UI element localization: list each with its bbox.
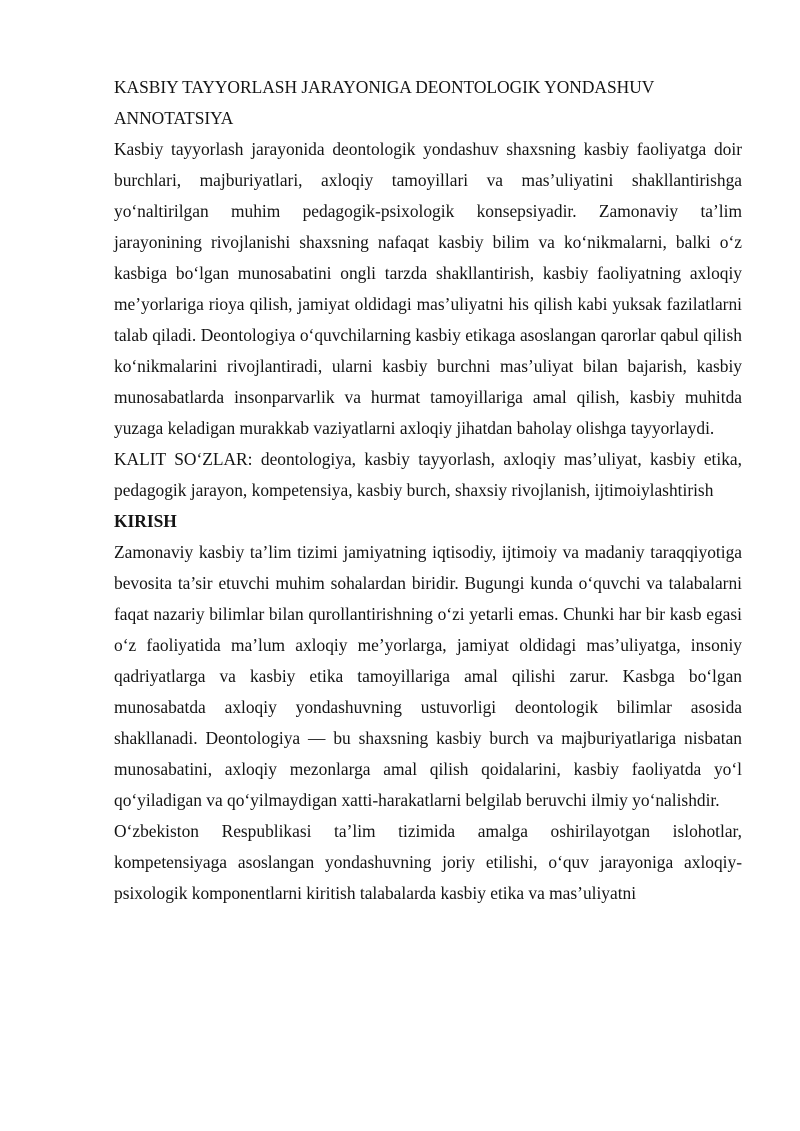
intro-heading: KIRISH [114,511,177,531]
document-title: KASBIY TAYYORLASH JARAYONIGA DEONTOLOGIK YONDASHUV [114,77,655,97]
intro-paragraph-1: Zamonaviy kasbiy ta’lim tizimi jamiyatning iqtisodiy, ijtimoiy va madaniy taraqqiyotiga bevosita ta’sir etuvchi muhim sohalardan biridir. Bugungi kunda o‘quvchi va talabalarni faqat nazariy bilimlar bilan qurollantirishning o‘zi yetarli emas. Chunki har bir kasb egasi o‘z faoliyatida ma’lum axloqiy me’yorlarga, jamiyat oldidagi mas’uliyatga, insoniy qadriyatlarga va kasbiy etika tamoyillariga amal qilishi zarur. Kasbga bo‘lgan munosabatda axloqiy yondashuvning ustuvorligi deontologik bilimlar asosida shakllanadi. Deontologiya — bu shaxsning kasbiy burch va majburiyatlariga nisbatan munosabatini, axloqiy mezonlarga amal qilish qoidalarini, kasbiy faoliyatda yo‘l qo‘yiladigan va qo‘yilmaydigan xatti-harakatlarni belgilab beruvchi ilmiy yo‘nalishdir. [114,542,742,810]
annotation-paragraph: Kasbiy tayyorlash jarayonida deontologik yondashuv shaxsning kasbiy faoliyatga doir burchlari, majburiyatlari, axloqiy tamoyillari va mas’uliyatini shakllantirishga yo‘naltirilgan muhim pedagogik-psixologik konsepsiyadir. Zamonaviy ta’lim jarayonining rivojlanishi shaxsning nafaqat kasbiy bilim va ko‘nikmalarni, balki o‘z kasbiga bo‘lgan munosabatini ongli tarzda shakllantirish, kasbiy faoliyatning axloqiy me’yorlariga rioya qilish, jamiyat oldidagi mas’uliyatni his qilish kabi yuksak fazilatlarni talab qiladi. Deontologiya o‘quvchilarning kasbiy etikaga asoslangan qarorlar qabul qilish ko‘nikmalarini rivojlantiradi, ularni kasbiy burchni mas’uliyat bilan bajarish, kasbiy munosabatlarda insonparvarlik va hurmat tamoyillariga amal qilish, kasbiy muhitda yuzaga keladigan murakkab vaziyatlarni axloqiy jihatdan baholay olishga tayyorlaydi. [114,139,742,438]
keywords-paragraph: KALIT SO‘ZLAR: deontologiya, kasbiy tayyorlash, axloqiy mas’uliyat, kasbiy etika, pedagogik jarayon, kompetensiya, kasbiy burch, shaxsiy rivojlanish, ijtimoiylashtirish [114,449,742,500]
document-page [114,72,742,909]
intro-paragraph-2: O‘zbekiston Respublikasi ta’lim tizimida amalga oshirilayotgan islohotlar, kompetensiyaga asoslangan yondashuvning joriy etilishi, o‘quv jarayoniga axloqiy-psixologik komponentlarni kiritish talabalarda kasbiy etika va mas’uliyatni [114,821,742,903]
annotation-heading: ANNOTATSIYA [114,108,234,128]
